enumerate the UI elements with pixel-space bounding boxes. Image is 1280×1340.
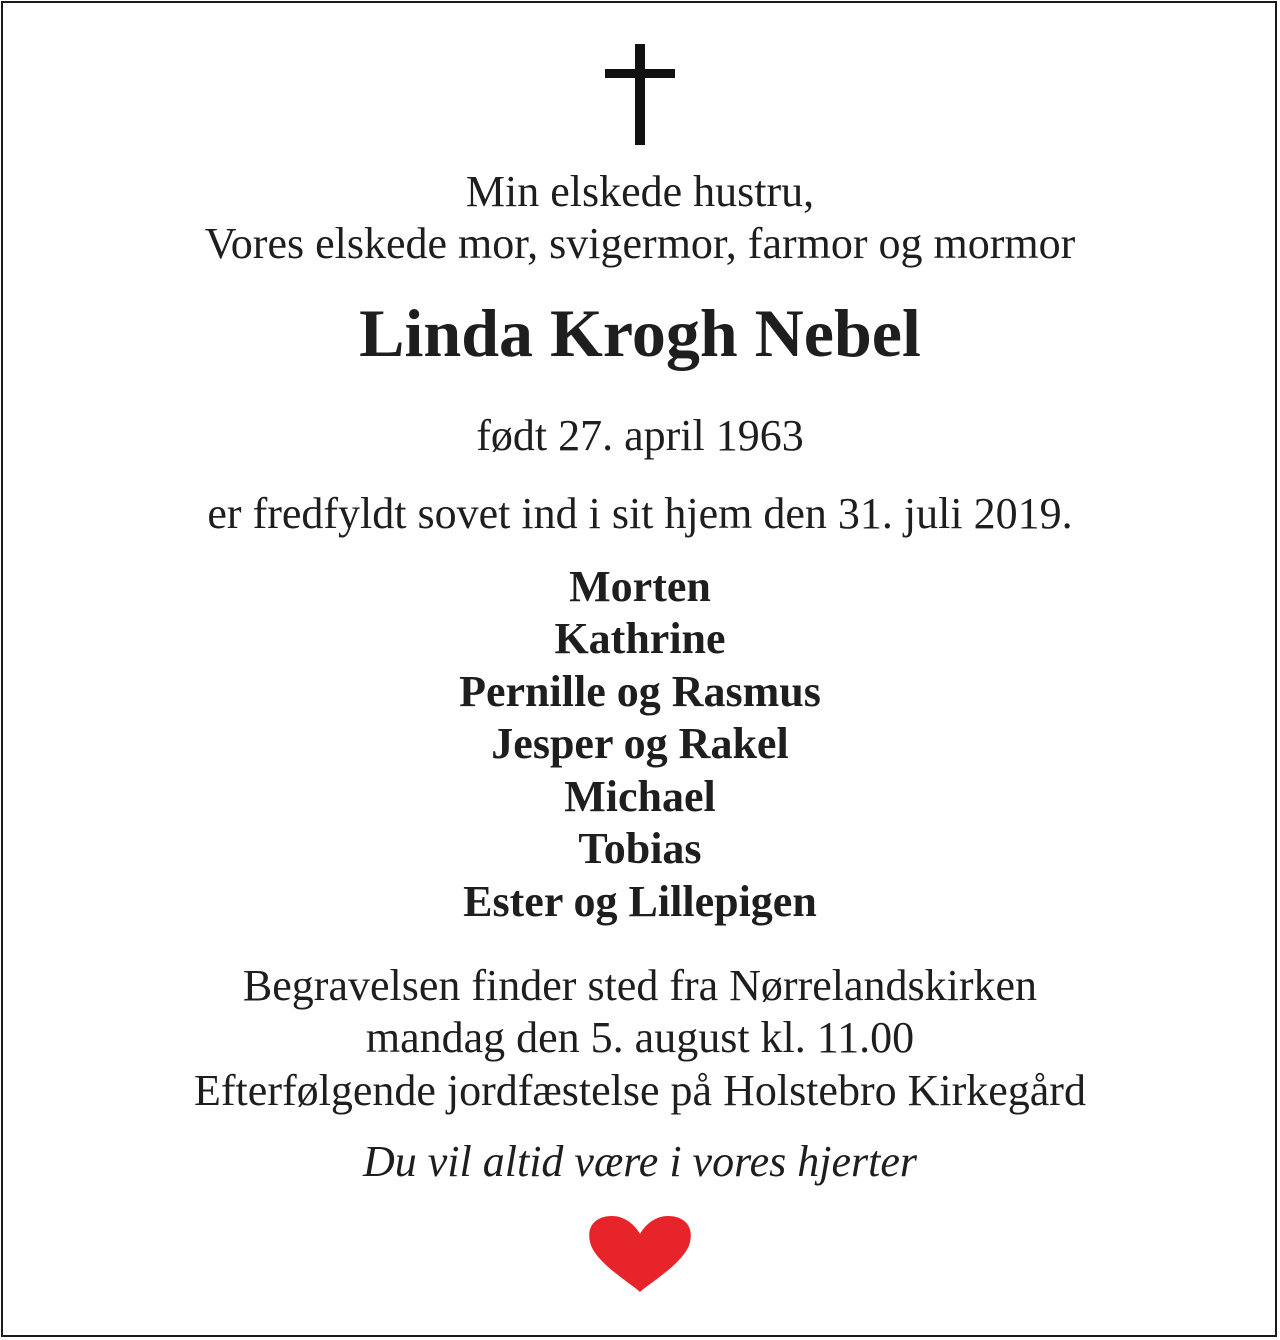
- funeral-line-3: Efterfølgende jordfæstelse på Holstebro Kirkegård: [194, 1066, 1086, 1115]
- family-member: Jesper og Rakel: [491, 719, 789, 768]
- cross-icon: [605, 44, 675, 145]
- family-member: Pernille og Rasmus: [459, 667, 821, 716]
- intro-line-2: Vores elskede mor, svigermor, farmor og mormor: [204, 219, 1076, 268]
- farewell-text: Du vil altid være i vores hjerter: [363, 1137, 917, 1186]
- funeral-line-1: Begravelsen finder sted fra Nørrelandskirken: [242, 961, 1038, 1010]
- family-member: Morten: [569, 562, 711, 611]
- birth-date: født 27. april 1963: [476, 411, 804, 460]
- death-notice: er fredfyldt sovet ind i sit hjem den 31. juli 2019.: [207, 489, 1073, 538]
- deceased-name: Linda Krogh Nebel: [359, 295, 921, 371]
- intro-line-1: Min elskede hustru,: [465, 167, 815, 216]
- heart-icon: [588, 1216, 692, 1292]
- family-member: Tobias: [578, 824, 702, 873]
- family-member: Kathrine: [554, 614, 726, 663]
- family-member: Michael: [564, 772, 716, 821]
- family-member: Ester og Lillepigen: [463, 877, 817, 926]
- funeral-line-2: mandag den 5. august kl. 11.00: [365, 1013, 915, 1062]
